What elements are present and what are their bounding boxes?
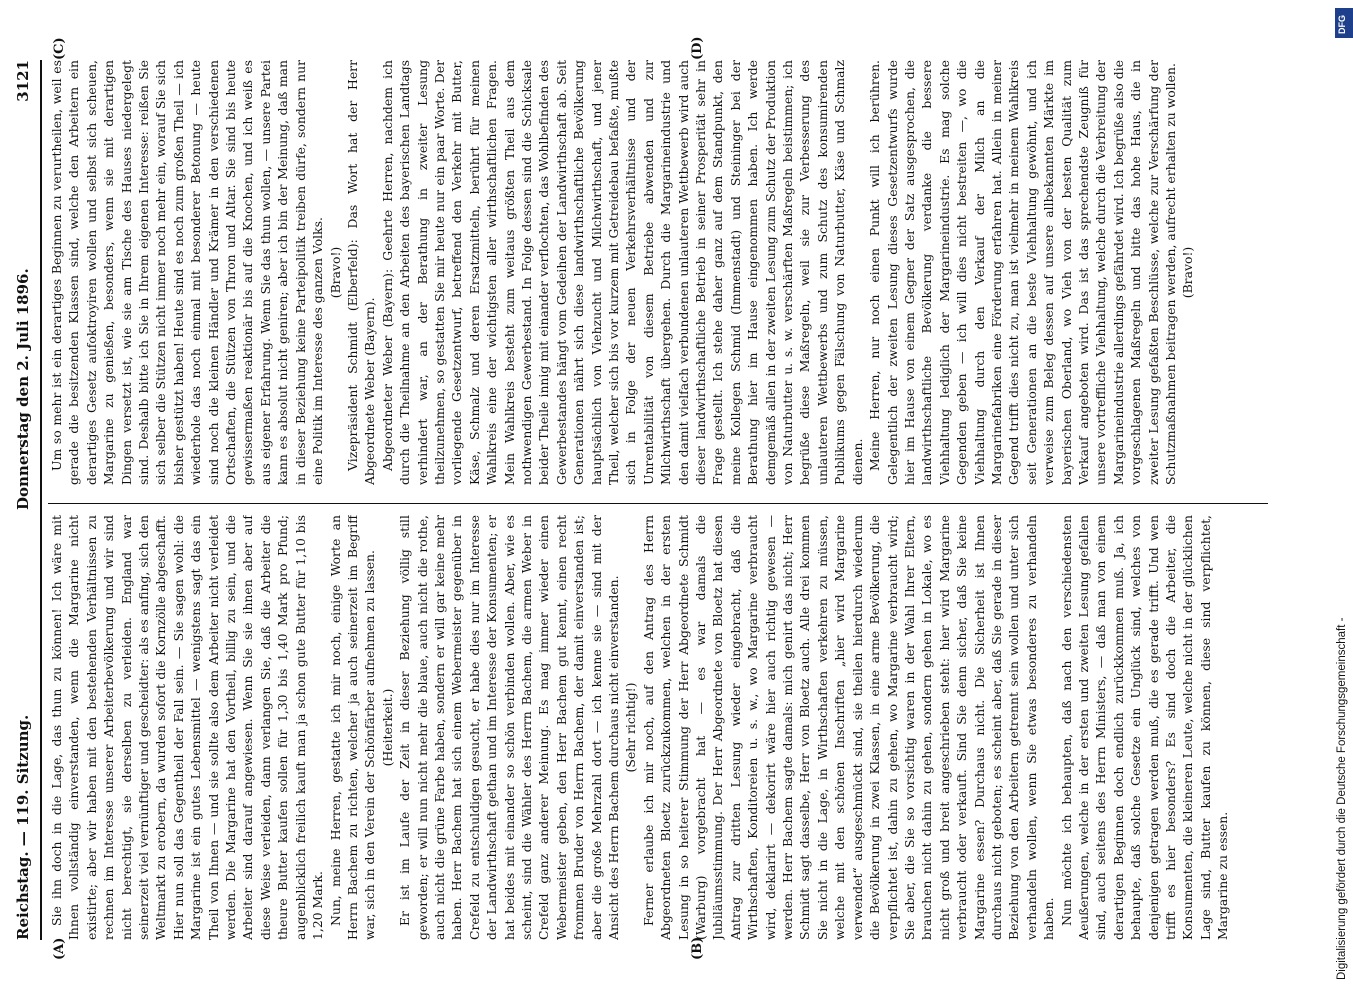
interjection: (Heiterkeit.) bbox=[379, 688, 395, 767]
dfg-logo-text: DFG bbox=[1337, 15, 1347, 34]
interjection: (Sehr richtig!) bbox=[623, 682, 639, 773]
interjection: (Bravo!) bbox=[1180, 246, 1196, 299]
paragraph: Er ist im Laufe der Zeit in dieser Beziehung völlig still geworden; er will nun nicht mehr die blaue, auch nicht die rothe, auch nicht die grüne Farbe haben, sondern er will gar keine mehr haben. Herr Bachem hat sich einem Webermeister gegenüber in Crefeld zu entschuldigen gesucht, er habe dies nur im Interesse der Landwirthschaft gethan und im Interesse der Konsumenten; er hat beides mit einander so schön verbinden wollen. Aber, wie es scheint, sind die Wähler des Herrn Bachem, die armen Weber in Crefeld ganz anderer Meinung. Es mag immer wieder einen Webermeister geben, den Herr Bachem gut kennt, einen recht frommen Bruder von Herrn Bachem, der damit einverstanden ist; aber die große Mehrzahl dort — ich kenne sie — sind mit der Ansicht des Herrn Bachem durchaus nicht einverstanden. bbox=[397, 515, 621, 940]
paragraph: Ferner erlaube ich mir noch, auf den Antrag des Herrn Abgeordneten Bloetz zurückzukommen, welchen in der ersten Lesung in so heiterer Stimmung der Herr Abgeordnete Schmidt (Warburg) vorgebracht hat — es war damals die Jubiläumsstimmung. Der Herr Abgeordnete von Bloetz hat diesen Antrag zur dritten Lesung wieder eingebracht, daß die Wirthschaften, Konditoreien u. s. w., wo Margarine verbraucht wird, deklarirt — dekorirt wäre hier auch richtig gewesen — werden. Herr Bachem sagte damals: mich genirt das nicht; Herr Schmidt sagt dasselbe, Herr von Bloetz auch. Alle drei kommen Sie nicht in die Lage, in Wirthschaften verkehren zu müssen, welche mit den schönen Inschriften „hier wird Margarine verwendet“ ausgeschmückt sind, sie theilen hierdurch wiederum die Bevölkerung in zwei Klassen, in eine arme Bevölkerung, die verpflichtet ist, dahin zu gehen, wo Margarine verbraucht wird; Sie aber, die Sie so vorsichtig waren in der Wahl Ihrer Eltern, brauchen nicht dahin zu gehen, sondern gehen in Lokale, wo es nicht groß und breit angeschrieben steht: hier wird Margarine verbraucht oder verkauft. Sind Sie denn sicher, daß Sie keine Margarine essen? Durchaus nicht. Die Sicherheit ist Ihnen durchaus nicht geboten; es scheint aber, daß Sie gerade in dieser Beziehung von den Arbeitern getrennt sein wollen und unter sich verhandeln wollen, wenn Sie etwas besonderes zu verhandeln haben. bbox=[640, 515, 1057, 940]
right-column bbox=[48, 60, 1268, 485]
margin-marker-c: (C) bbox=[52, 37, 67, 60]
page-header bbox=[14, 60, 36, 940]
digitization-note bbox=[1336, 380, 1348, 980]
header-session: Reichstag. — 119. Sitzung. bbox=[14, 714, 32, 940]
left-column bbox=[48, 515, 1268, 940]
header-rule bbox=[40, 60, 42, 940]
paragraph: Vizepräsident Schmidt (Elberfeld): Das Wort hat der Herr Abgeordnete Weber (Bayern). bbox=[344, 60, 378, 485]
header-date: Donnerstag den 2. Juli 1896. bbox=[14, 268, 32, 510]
interjection: (Bravo!) bbox=[327, 246, 343, 299]
margin-marker-b: (B) bbox=[690, 936, 705, 960]
margin-marker-a: (A) bbox=[52, 937, 67, 960]
paragraph: Sie ihn doch in die Lage, das thun zu können! Ich wäre mit Ihnen vollständig einverstanden, wenn die Margarine nicht existirte; aber wir haben mit den bestehenden Verhältnissen zu rechnen im Interesse unserer Arbeiterbevölkerung und wir sind nicht berechtigt, sie derselben zu verleiden. England war seinerzeit viel vernünftiger und gescheidter: als es anfing, sich den Weltmarkt zu erobern, da wurden sofort die Kornzölle abgeschafft. Hier nun soll das Gegentheil der Fall sein. — Sie sagen wohl: die Margarine ist ein gutes Lebensmittel — wenigstens sagt das ein Theil von Ihnen — und sie sollte also dem Arbeiter nicht verleidet werden. Die Margarine hat den Vortheil, billig zu sein, und die Arbeiter sind darauf angewiesen. Wenn Sie sie ihnen aber auf diese Weise verleiden, dann verlangen Sie, daß die Arbeiter die theure Butter kaufen sollen für 1,30 bis 1,40 Mark pro Pfund; augenblicklich freilich kauft man ja schon gute Butter für 1,10 bis 1,20 Mark. bbox=[49, 515, 326, 940]
paragraph: Um so mehr ist ein derartiges Beginnen zu verurtheilen, weil es gerade die besitzenden Klassen sind, welche den Arbeitern ein derartiges Gesetz aufoktroyiren wollen und selbst sich scheuen, Margarine zu genießen, besonders, wenn sie mit derartigen Dingen versetzt ist, wie sie am Tische des Hauses niedergelegt sind. Deshalb bitte ich Sie in Ihrem eigenen Interesse: reißen Sie sich selber die Stützen nicht immer noch mehr ein, worauf Sie sich bisher gestützt haben! Heute sind es noch zum großen Theil — ich wiederhole das noch einmal mit besonderer Betonung — heute sind noch die kleinen Händler und Krämer in den verschiedenen Ortschaften, die Stützen von Thron und Altar. Sie sind bis heute gewissermaßen reaktionär bis auf die Knochen, und ich weiß es aus eigener Erfahrung. Wenn Sie das thun wollen, — unsere Partei kann es absolut nicht geniren; aber ich bin der Meinung, daß man in dieser Beziehung keine Parteipolitik treiben dürfe, sondern nur eine Politik im Interesse des ganzen Volks. bbox=[49, 60, 326, 485]
paragraph: Abgeordneter Weber (Bayern): Geehrte Herren, nachdem ich durch die Theilnahme an den Arbeiten des bayerischen Landtags verhindert war, an der Berathung in zweiter Lesung theilzunehmen, so gestatten Sie mir heute nur ein paar Worte. Der vorliegende Gesetzentwurf, betreffend den Verkehr mit Butter, Käse, Schmalz und deren Ersatzmitteln, berührt für meinen Wahlkreis eine der wichtigsten aller wirthschaftlichen Fragen. Mein Wahlkreis besteht zum weitaus größten Theil aus dem nothwendigen Gewerbestand. In Folge dessen sind die Schicksale beider Theile innig mit einander verflochten, das Wohlbefinden des Gewerbestandes hängt vom Gedeihen der Landwirthschaft ab. Seit Generationen nährt sich diese landwirthschaftliche Bevölkerung hauptsächlich von Viehzucht und Milchwirthschaft, und jener Theil, welcher sich bis vor kurzem mit Getreidebau befaßte, mußte sich in Folge der neuen Verkehrsverhältnisse und der Unrentabilität von diesem Betriebe abwenden und zur Milchwirthschaft übergehen. Durch die Margarineindustrie und den damit vielfach verbundenen unlauteren Wettbewerb wird auch dieser landwirthschaftliche Betrieb in seiner Prosperität sehr in Frage gestellt. Ich stehe daher ganz auf dem Standpunkt, den meine Kollegen Schmid (Immenstadt) und Steininger bei der Berathung hier im Hause eingenommen haben. Ich werde demgemäß allen in der zweiten Lesung zum Schutz der Produktion von Naturbutter u. s. w. verschärften Maßregeln beistimmen; ich begrüße diese Maßregeln, weil sie zur Verbesserung des unlauteren Wettbewerbs und zum Schutz des konsumirenden Publikums gegen Fälschung von Naturbutter, Käse und Schmalz dienen. bbox=[379, 60, 865, 485]
digitization-text: Digitalisierung gefördert durch die Deutsche Forschungsgemeinschaft - bbox=[1336, 617, 1348, 980]
dfg-logo bbox=[1335, 8, 1353, 38]
paragraph: Nun möchte ich behaupten, daß nach den verschiedensten Aeußerungen, welche in der ersten und zweiten Lesung gefallen sind, auch seitens des Herrn Ministers, — daß man von einem derartigen Beginnen doch endlich zurückkommen muß. Ja, ich behaupte, daß solche Gesetze ein Unglück sind, welches von denjenigen getragen werden muß, die es gerade trifft. Und wen trifft es hier besonders? Es sind doch die Arbeiter, die Konsumenten, die kleineren Leute, welche nicht in der glücklichen Lage sind, Butter kaufen zu können, diese sind verpflichtet, Margarine zu essen. bbox=[1058, 515, 1231, 940]
column-divider bbox=[48, 503, 1268, 504]
header-page-number: 3121 bbox=[14, 60, 32, 102]
paragraph: Meine Herren, nur noch einen Punkt will ich berühren. Gelegentlich der zweiten Lesung dieses Gesetzentwurfs wurde hier im Hause von einem Gegner der Satz ausgesprochen, die landwirthschaftliche Bevölkerung verdanke die bessere Viehhaltung lediglich der Margarineindustrie. Es mag solche Gegenden geben — ich will dies nicht bestreiten —, wo die Viehhaltung durch den Verkauf der Milch an die Margarinefabriken eine Förderung erfahren hat. Allein in meiner Gegend trifft dies nicht zu, man ist vielmehr in meinem Wahlkreis seit Generationen an die beste Viehhaltung gewöhnt, und ich verweise zum Beleg dessen auf unsere allbekannten Märkte im bayerischen Oberland, wo Vieh von der besten Qualität zum Verkauf angeboten wird. Das ist das sprechendste Zeugniß für unsere vortreffliche Viehhaltung, welche durch die Verbreitung der Margarineindustrie allerdings gefährdet wird. Ich begrüße also die vorgeschlagenen Maßregeln und bitte das hohe Haus, die in zweiter Lesung gefaßten Beschlüsse, welche zur Verschärfung der Schutzmaßnahmen beitragen werden, aufrecht erhalten zu wollen. bbox=[867, 60, 1178, 485]
paragraph: Nun, meine Herren, gestatte ich mir noch, einige Worte an Herrn Bachem zu richten, welcher ja auch seinerzeit im Begriff war, sich in den Verein der Schönfärber aufnehmen zu lassen. bbox=[327, 515, 378, 940]
margin-marker-d: (D) bbox=[690, 36, 705, 60]
